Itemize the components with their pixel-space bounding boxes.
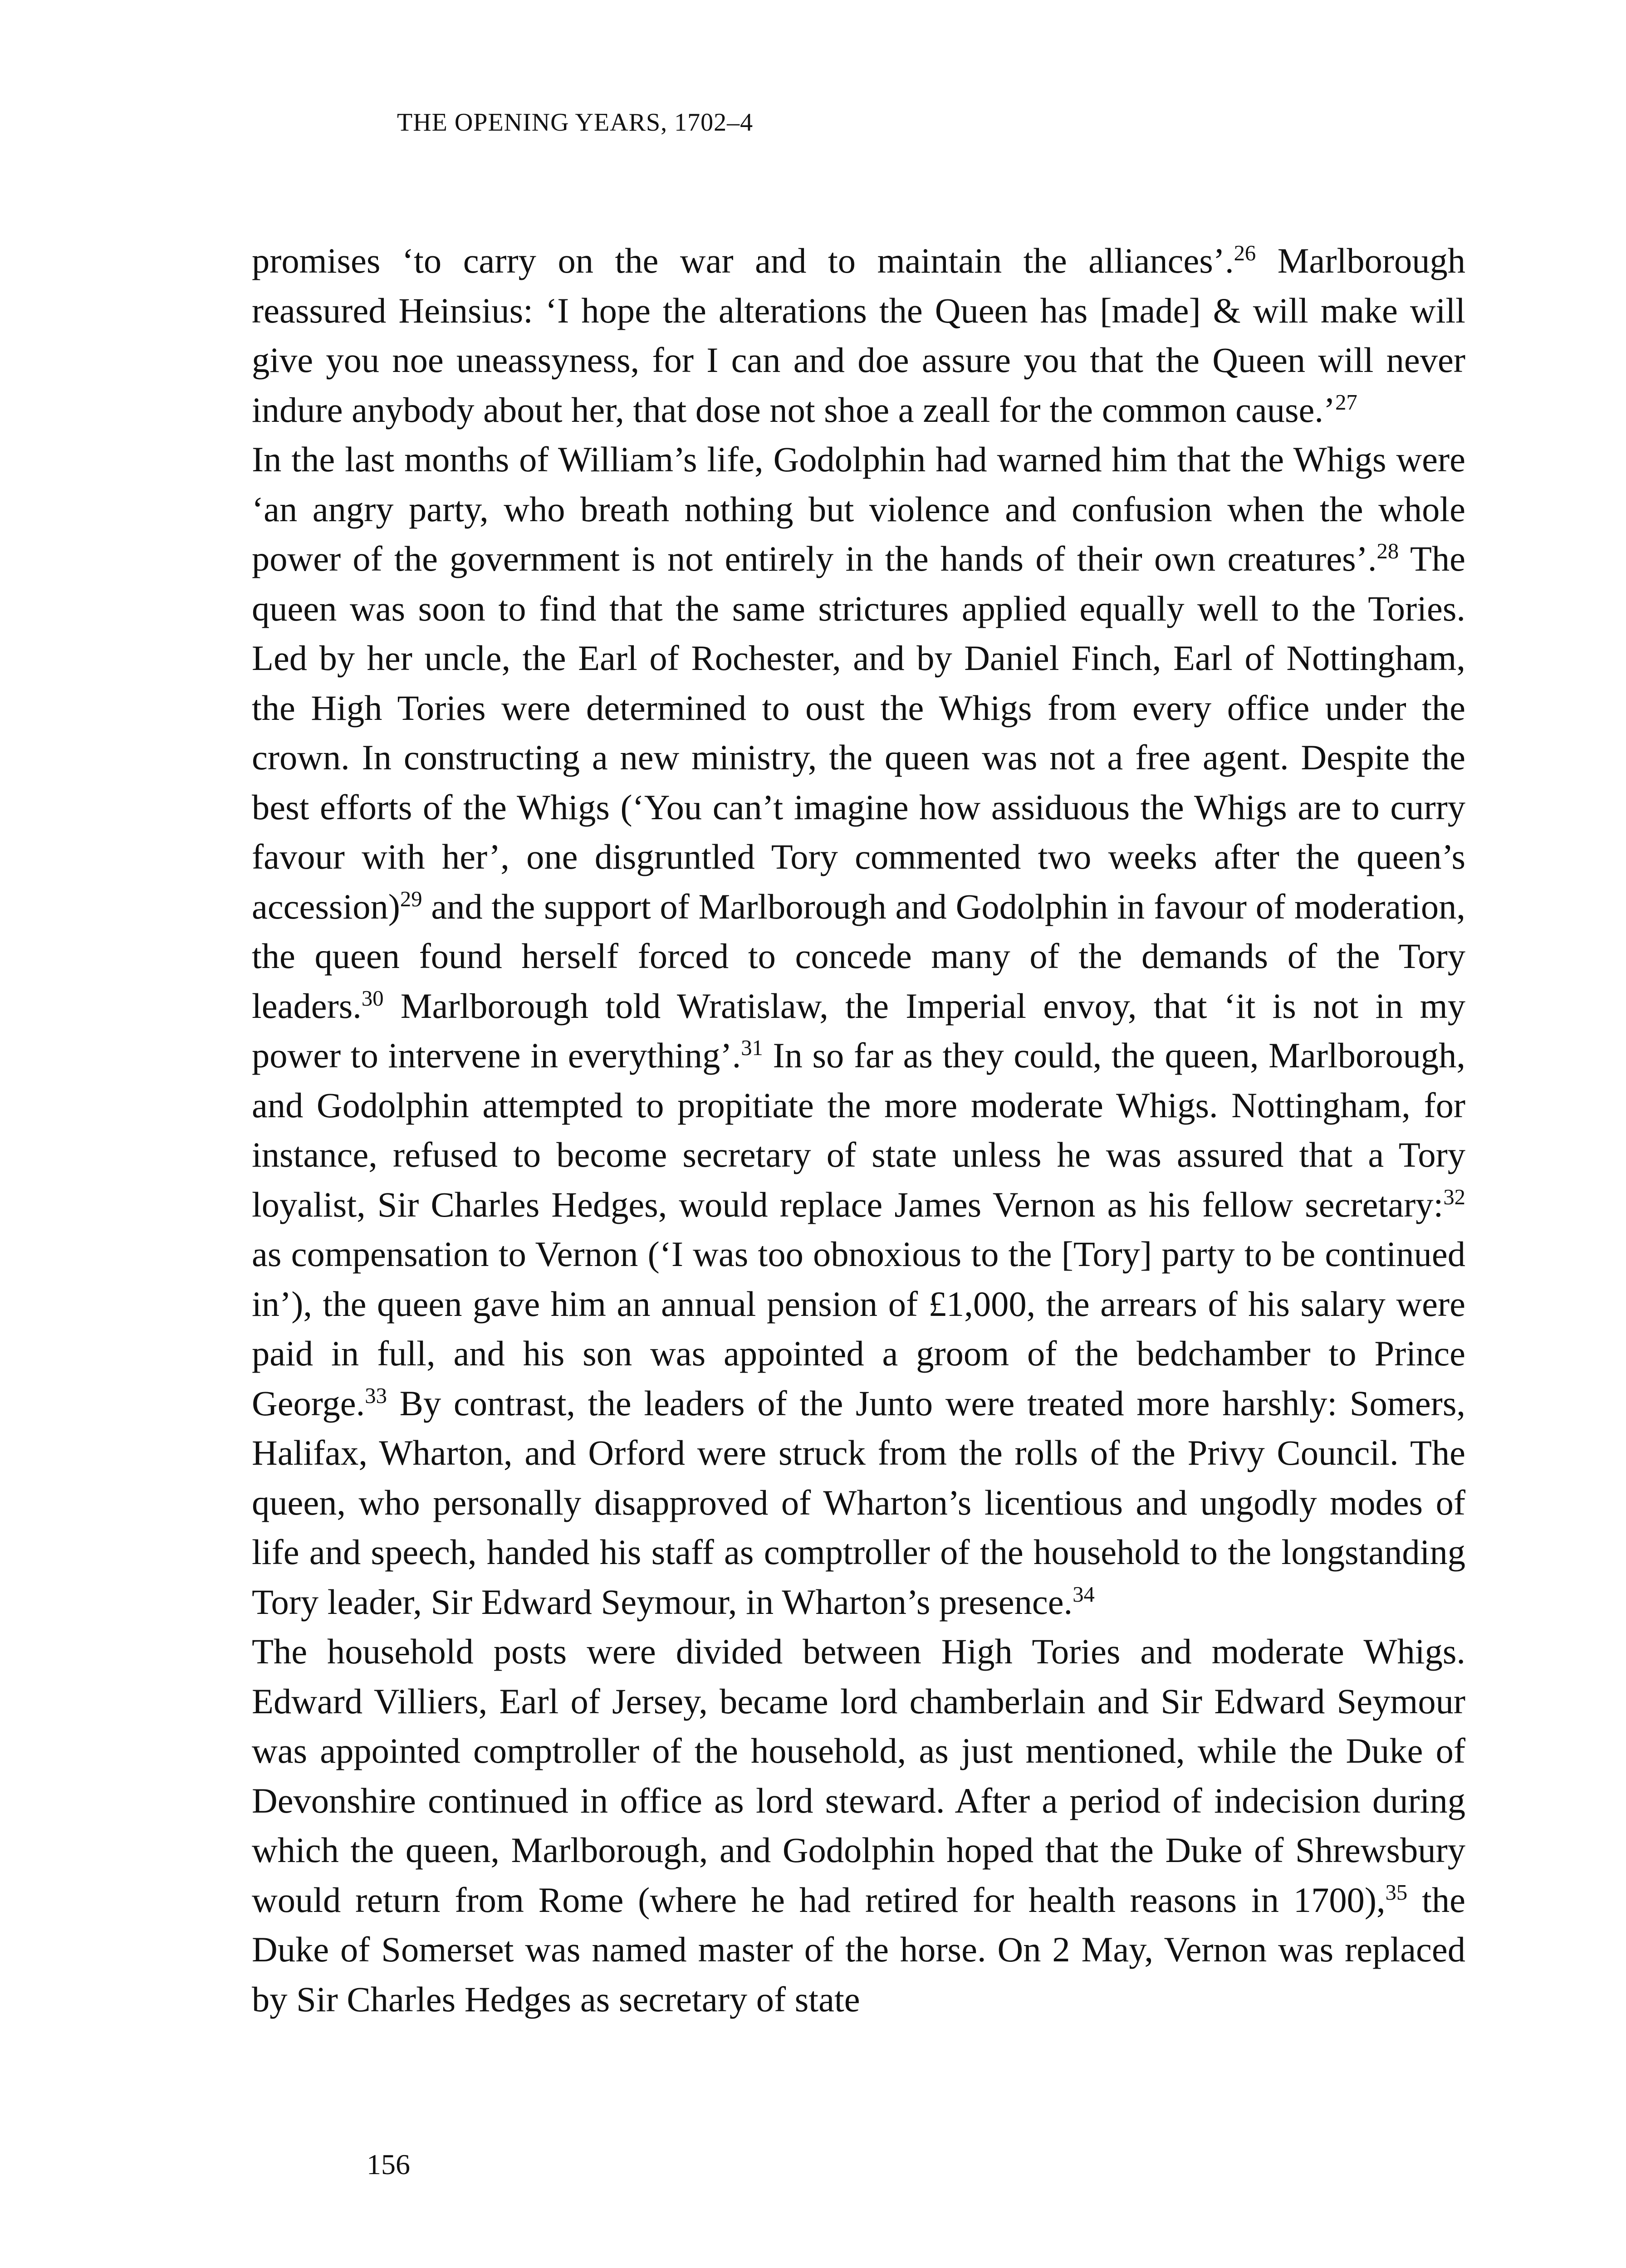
text-run: By contrast, the leaders of the Junto were treated more harshly: Somers, Halifax, Wharton, and Orford were struck from the rolls of the Privy Council. The queen, who personally disapproved of Wharton’s licentious and ungodly modes of life and speech, handed his staff as comptroller of the household to the longstanding Tory leader, Sir Edward Seymour, in Wharton’s presence. — [252, 1383, 1465, 1622]
text-run: the Duke of Somerset was named master of the horse. On 2 May, Vernon was replaced by Sir Charles Hedges as secretary of state — [252, 1880, 1465, 2019]
footnote-ref[interactable]: 34 — [1073, 1582, 1095, 1607]
text-run: promises ‘to carry on the war and to maintain the alliances’. — [252, 241, 1234, 280]
footnote-ref[interactable]: 26 — [1234, 241, 1256, 266]
paragraph — [252, 236, 1465, 435]
text-run: The queen was soon to find that the same strictures applied equally well to the Tories. Led by her uncle, the Earl of Rochester, and by Daniel Finch, Earl of Nottingham, the High Tories were determined to oust the Whigs from every office under the crown. In constructing a new ministry, the queen was not a free agent. Despite the best efforts of the Whigs (‘You can’t imagine how assiduous the Whigs are to curry favour with her’, one disgruntled Tory commented two weeks after the queen’s accession) — [252, 539, 1466, 926]
footnote-ref[interactable]: 27 — [1335, 390, 1357, 415]
text-run: and the support of Marlborough and Godolphin in favour of moderation, the queen found herself forced to concede many of the demands of the Tory leaders. — [252, 886, 1465, 1026]
text-run: The household posts were divided between High Tories and moderate Whigs. Edward Villiers, Earl of Jersey, became lord chamberlain and Sir Edward Seymour was appointed comptroller of the household, as just mentioned, while the Duke of Devonshire continued in office as lord steward. After a period of indecision during which the queen, Marlborough, and Godolphin hoped that the Duke of Shrewsbury would return from Rome (where he had retired for health reasons in 1700), — [252, 1632, 1465, 1920]
text-run: Marlborough told Wratislaw, the Imperial envoy, that ‘it is not in my power to intervene in everything’. — [252, 986, 1465, 1075]
text-run: In the last months of William’s life, Godolphin had warned him that the Whigs were ‘an angry party, who breath nothing but violence and confusion when the whole power of the government is not entirely in the hands of their own creatures’. — [252, 440, 1465, 578]
text-run: Marlborough reassured Heinsius: ‘I hope the alterations the Queen has [made] & will make will give you noe uneassyness, for I can and doe assure you that the Queen will never indure anybody about her, that dose not shoe a zeall for the common cause.’ — [252, 241, 1465, 430]
footnote-ref[interactable]: 29 — [400, 886, 422, 911]
footnote-ref[interactable]: 33 — [365, 1383, 387, 1408]
page-number: 156 — [367, 2148, 410, 2180]
running-head: THE OPENING YEARS, 1702–4 — [397, 108, 754, 137]
footnote-ref[interactable]: 31 — [741, 1036, 763, 1061]
text-run: as compensation to Vernon (‘I was too obnoxious to the [Tory] party to be continued in’), the queen gave him an annual pension of £1,000, the arrears of his salary were paid in full, and his son was appointed a groom of the bedchamber to Prince George. — [252, 1234, 1465, 1423]
body-text — [252, 236, 1465, 2024]
paragraph — [252, 435, 1465, 1627]
footnote-ref[interactable]: 28 — [1376, 539, 1399, 564]
paragraph — [252, 1627, 1465, 2024]
footnote-ref[interactable]: 35 — [1385, 1880, 1408, 1905]
text-run: In so far as they could, the queen, Marlborough, and Godolphin attempted to propitiate the more moderate Whigs. Nottingham, for instance, refused to become secretary of state unless he was assured that a Tory loyalist, Sir Charles Hedges, would replace James Vernon as his fellow secretary: — [252, 1036, 1465, 1224]
footnote-ref[interactable]: 32 — [1443, 1184, 1465, 1209]
footnote-ref[interactable]: 30 — [361, 986, 384, 1011]
